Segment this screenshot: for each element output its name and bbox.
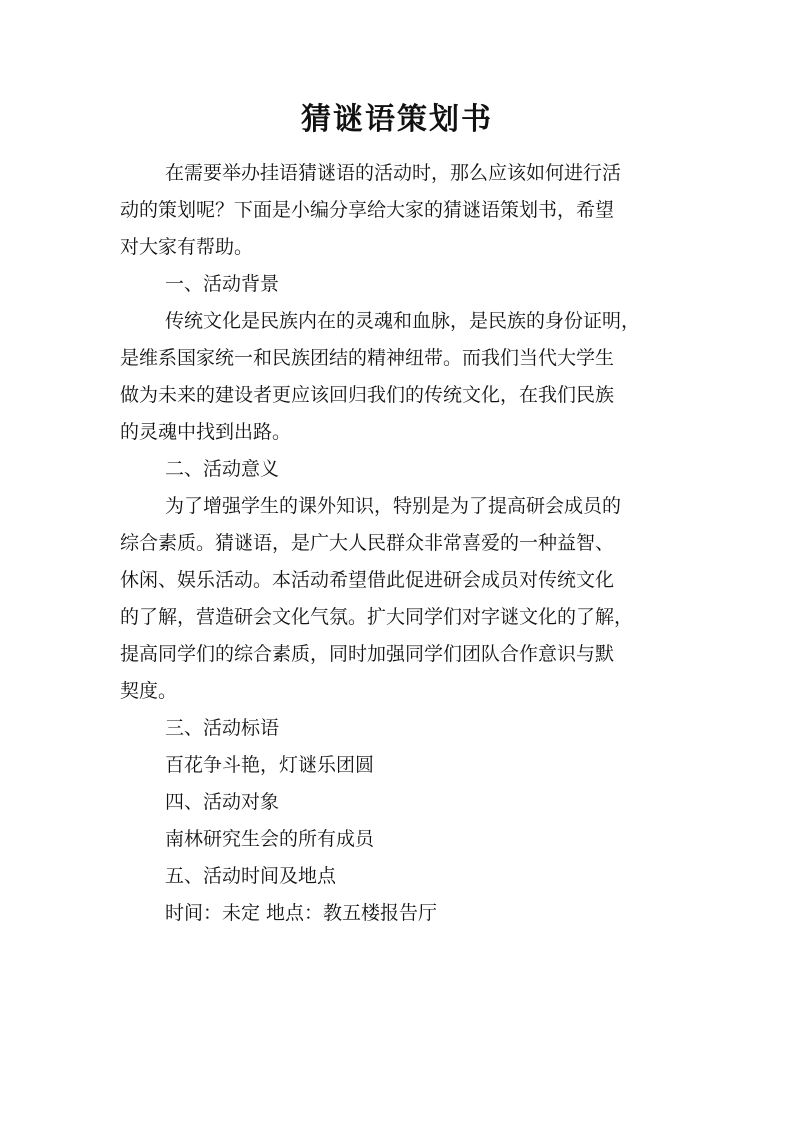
document-title: 猜谜语策划书 bbox=[301, 102, 493, 137]
text-line: 综合素质。猜谜语，是广大人民群众非常喜爱的一种益智、 bbox=[120, 532, 615, 554]
text-line: 契度。 bbox=[120, 680, 178, 702]
text-line: 动的策划呢？下面是小编分享给大家的猜谜语策划书，希望 bbox=[120, 199, 615, 221]
text-line: 休闲、娱乐活动。本活动希望借此促进研会成员对传统文化 bbox=[120, 569, 615, 591]
text-line: 传统文化是民族内在的灵魂和血脉，是民族的身份证明， bbox=[165, 310, 641, 332]
text-line: 做为未来的建设者更应该回归我们的传统文化，在我们民族 bbox=[120, 384, 615, 406]
text-line: 提高同学们的综合素质，同时加强同学们团队合作意识与默 bbox=[120, 643, 615, 665]
text-line: 对大家有帮助。 bbox=[120, 236, 254, 258]
section-heading: 一、活动背景 bbox=[165, 273, 280, 295]
text-line: 为了增强学生的课外知识，特别是为了提高研会成员的 bbox=[165, 495, 622, 517]
text-line: 是维系国家统一和民族团结的精神纽带。而我们当代大学生 bbox=[120, 347, 615, 369]
text-line: 在需要举办挂语猜谜语的活动时，那么应该如何进行活 bbox=[165, 162, 622, 184]
text-line: 的灵魂中找到出路。 bbox=[120, 421, 292, 443]
section-heading: 三、活动标语 bbox=[165, 717, 280, 739]
text-line: 南林研究生会的所有成员 bbox=[165, 828, 375, 850]
section-heading: 二、活动意义 bbox=[165, 458, 280, 480]
section-heading: 四、活动对象 bbox=[165, 791, 280, 813]
text-line: 百花争斗艳，灯谜乐团圆 bbox=[165, 754, 375, 776]
document-body bbox=[120, 155, 690, 932]
section-heading: 五、活动时间及地点 bbox=[165, 865, 337, 887]
text-line: 时间：未定 地点：教五楼报告厅 bbox=[165, 902, 438, 924]
text-line: 的了解，营造研会文化气氛。扩大同学们对字谜文化的了解， bbox=[120, 606, 634, 628]
